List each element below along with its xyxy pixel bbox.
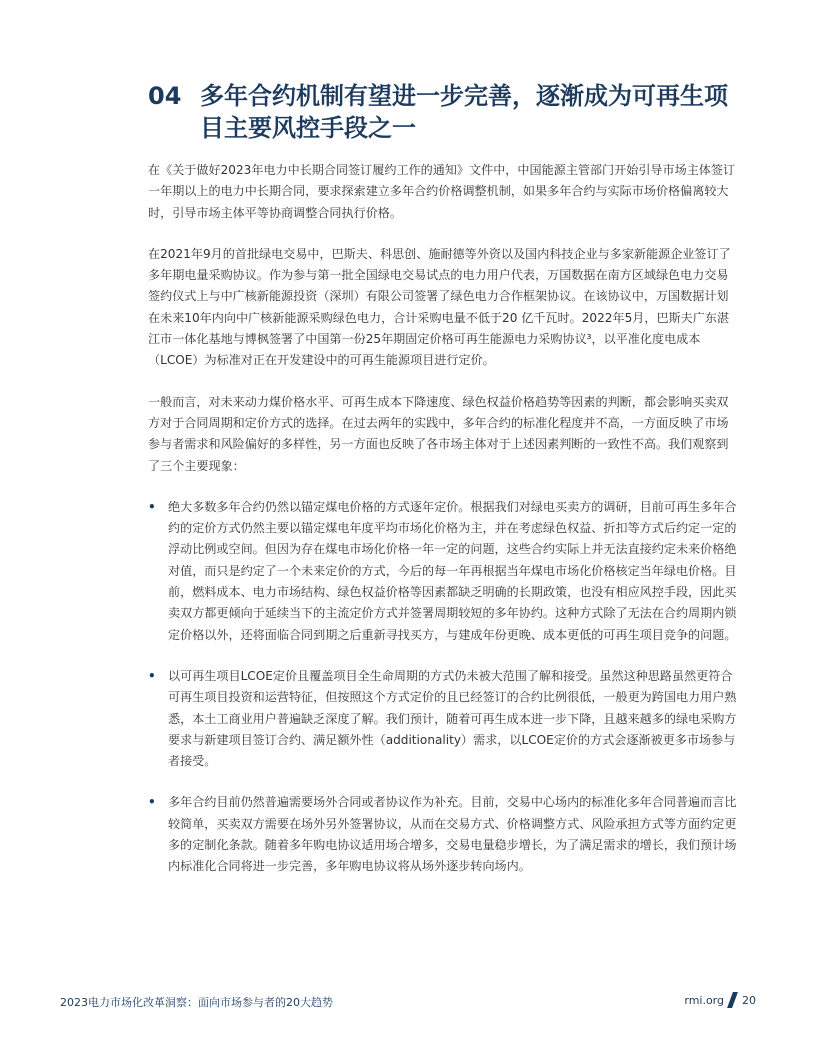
- bullet-icon: •: [148, 499, 156, 514]
- section-title: 多年合约机制有望进一步完善，逐渐成为可再生项目主要风控手段之一: [200, 82, 728, 142]
- list-item-text: 多年合约目前仍然普遍需要场外合同或者协议作为补充。目前，交易中心场内的标准化多年合同普遍而言比较简单，买卖双方需要在场外另外签署协议，从而在交易方式、价格调整方式、风险承担方式等方面约定更多的定制化条款。随着多年购电协议适用场合增多，交易电量稳步增长，为了满足需求的增长，我们预计场内标准化合同将进一步完善，多年购电协议将从场外逐步转向场内。: [168, 795, 737, 874]
- footer-report-title: 2023电力市场化改革洞察：面向市场参与者的20大趋势: [60, 996, 333, 1009]
- section-heading: [148, 80, 748, 144]
- page-number: 20: [742, 993, 756, 1007]
- paragraph-3: 一般而言，对未来动力煤价格水平、可再生成本下降速度、绿色权益价格趋势等因素的判断，都会影响买卖双方对于合同周期和定价方式的选择。在过去两年的实践中，多年合约的标准化程度并不高，一方面反映了市场参与者需求和风险偏好的多样性，另一方面也反映了各市场主体对于上述因素判断的一致性不高。我们观察到了三个主要现象：: [148, 394, 729, 473]
- list-item: [148, 792, 738, 877]
- list-item-text: 绝大多数多年合约仍然以锚定煤电价格的方式逐年定价。根据我们对绿电买卖方的调研，目前可再生多年合约的定价方式仍然主要以锚定煤电年度平均市场化价格为主，并在考虑绿色权益、折扣等方式后约定一定的浮动比例或空间。但因为存在煤电市场化价格一年一定的问题，这些合约实际上并无法直接约定未来价格绝对值，而只是约定了一个未来定价的方式，今后的每一年再根据当年煤电市场化价格核定当年绿电价格。目前，燃料成本、电力市场结构、绿色权益价格等因素都缺乏明确的长期政策，也没有相应风控手段，因此买卖双方都更倾向于延续当下的主流定价方式并签署周期较短的多年协约。这种方式除了无法在合约周期内锁定价格以外，还将面临合同到期之后重新寻找买方，与建成年份更晚、成本更低的可再生项目竞争的问题。: [168, 499, 737, 642]
- paragraph-1: 在《关于做好2023年电力中长期合同签订履约工作的通知》文件中，中国能源主管部门开始引导市场主体签订一年期以上的电力中长期合同，要求探索建立多年合约价格调整机制，如果多年合约与实际市场价格偏离较大时，引导市场主体平等协商调整合同执行价格。: [148, 163, 736, 220]
- body-text: [148, 160, 738, 898]
- list-item: [148, 497, 738, 646]
- section-number: 04: [148, 82, 182, 110]
- bullet-icon: •: [148, 668, 156, 683]
- paragraph-2: 在2021年9月的首批绿电交易中，巴斯夫、科思创、施耐德等外资以及国内科技企业与多家新能源企业签订了多年期电量采购协议。作为参与第一批全国绿电交易试点的电力用户代表，万国数据在南方区域绿色电力交易签约仪式上与中广核新能源投资（深圳）有限公司签署了绿色电力合作框架协议。在该协议中，万国数据计划在未来10年内向中广核新能源采购绿色电力，合计采购电量不低于20 亿千瓦时。2022年5月，巴斯夫广东湛江市一体化基地与博枫签署了中国第一份25年期固定价格可再生能源电力采购协议³，以平准化度电成本（LCOE）为标准对正在开发建设中的可再生能源项目进行定价。: [148, 246, 731, 368]
- observation-list: [148, 497, 738, 878]
- list-item-text: 以可再生项目LCOE定价且覆盖项目全生命周期的方式仍未被大范围了解和接受。虽然这种思路虽然更符合可再生项目投资和运营特征，但按照这个方式定价的且已经签订的合约比例很低，一般更为跨国电力用户熟悉，本土工商业用户普遍缺乏深度了解。我们预计，随着可再生成本进一步下降，且越来越多的绿电采购方要求与新建项目签订合约、满足额外性（additionality）需求，以LCOE定价的方式会逐渐被更多市场参与者接受。: [168, 668, 737, 769]
- slash-icon: [727, 992, 738, 1008]
- list-item: [148, 666, 738, 772]
- footer-site-link[interactable]: rmi.org: [684, 993, 724, 1007]
- bullet-icon: •: [148, 795, 156, 810]
- footer-page-info: [684, 992, 756, 1008]
